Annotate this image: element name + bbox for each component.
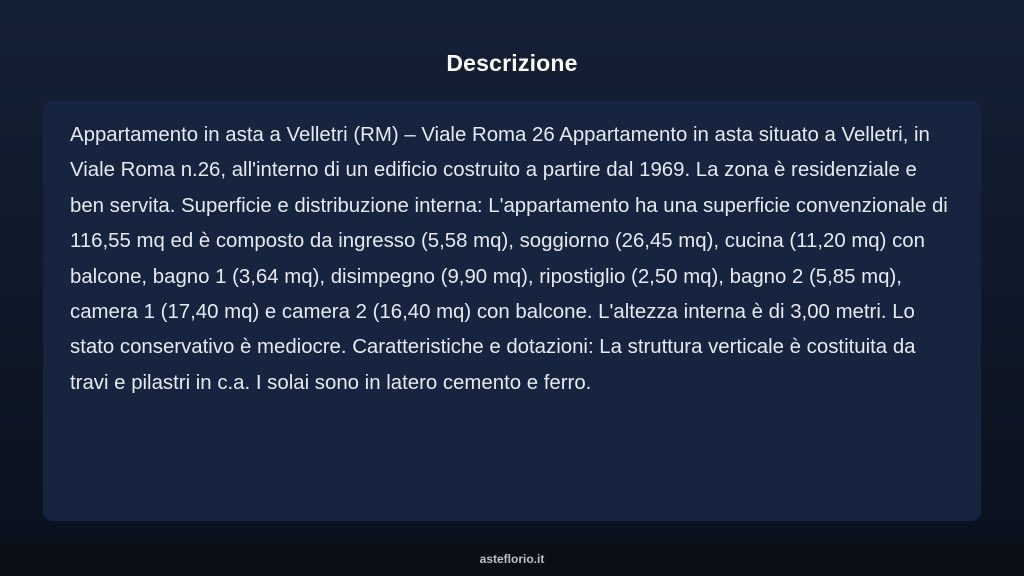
page-title: Descrizione <box>446 50 578 76</box>
description-card <box>43 101 981 521</box>
footer-site-label: asteflorio.it <box>479 552 545 566</box>
description-text: Appartamento in asta a Velletri (RM) – Viale Roma 26 Appartamento in asta situato a Velletri, in Viale Roma n.26, all'interno di un edificio costruito a partire dal 1969. La zona è residenziale e ben servita. Superficie e distribuzione interna: L'appartamento ha una superficie convenzionale di 116,55 mq ed è composto da ingresso (5,58 mq), soggiorno (26,45 mq), cucina (11,20 mq) con balcone, bagno 1 (3,64 mq), disimpegno (9,90 mq), ripostiglio (2,50 mq), bagno 2 (5,85 mq), camera 1 (17,40 mq) e camera 2 (16,40 mq) con balcone. L'altezza interna è di 3,00 metri. Lo stato conservativo è mediocre. Caratteristiche e dotazioni: La struttura verticale è costituita da travi e pilastri in c.a. I solai sono in latero cemento e ferro. <box>70 124 948 394</box>
footer-bar <box>0 544 1024 576</box>
